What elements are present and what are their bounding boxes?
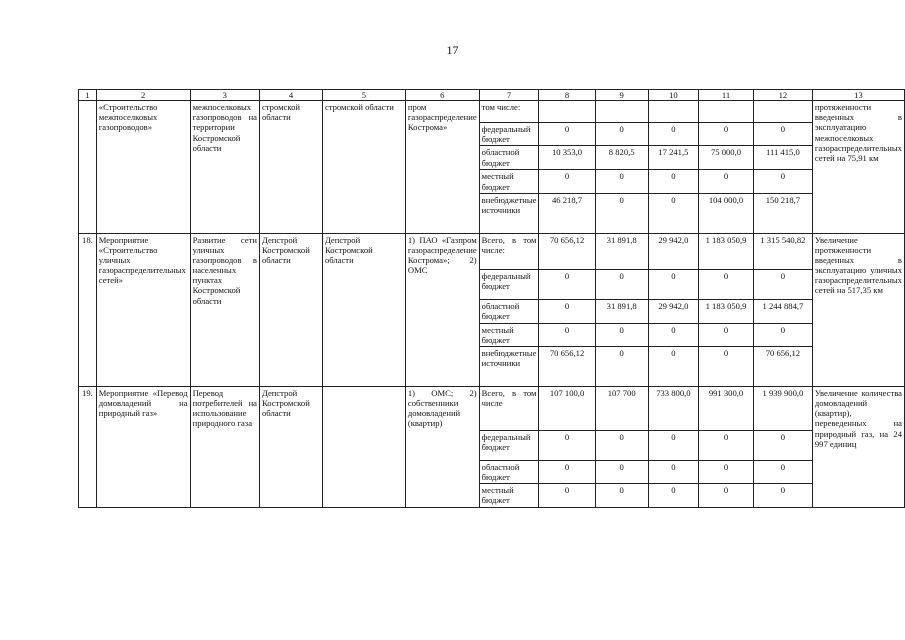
- cell-amount: 70 656,12: [539, 233, 595, 269]
- cell-source-org: 1) ОМС; 2) собственники домовладений (квартир): [405, 386, 479, 507]
- cell-executor: Депстрой Костромской области: [259, 386, 322, 507]
- cell-funding-source: внебюджетные источники: [479, 346, 539, 386]
- cell-num: 19.: [79, 386, 97, 507]
- cell-source-org: пром газораспределение Кострома»: [405, 101, 479, 234]
- cell-funding-source: местный бюджет: [479, 170, 539, 193]
- cell-amount: 0: [539, 170, 595, 193]
- cell-funding-source: том числе:: [479, 101, 539, 123]
- column-header: 3: [190, 90, 259, 101]
- cell-funding-source: областной бюджет: [479, 299, 539, 323]
- cell-amount: 0: [539, 299, 595, 323]
- column-header: 10: [648, 90, 698, 101]
- cell-funding-source: федеральный бюджет: [479, 269, 539, 299]
- cell-amount: 107 700: [595, 386, 648, 430]
- column-header: 1: [79, 90, 97, 101]
- cell-executor: Депстрой Костромской области: [259, 233, 322, 386]
- cell-amount: 104 000,0: [699, 193, 754, 233]
- cell-amount: 0: [648, 323, 698, 346]
- cell-num: 18.: [79, 233, 97, 386]
- column-header: 13: [812, 90, 904, 101]
- cell-amount: 0: [648, 460, 698, 483]
- cell-coexecutor: Депстрой Костромской области: [322, 233, 405, 386]
- cell-amount: 0: [648, 269, 698, 299]
- cell-amount: 0: [595, 346, 648, 386]
- cell-num: [79, 101, 97, 234]
- cell-name: Мероприятие «Строительство уличных газораспределительных сетей»: [96, 233, 190, 386]
- cell-amount: 0: [753, 460, 812, 483]
- cell-amount: 0: [753, 269, 812, 299]
- cell-funding-source: областной бюджет: [479, 460, 539, 483]
- cell-amount: 70 656,12: [539, 346, 595, 386]
- cell-amount: [595, 101, 648, 123]
- cell-amount: 0: [753, 484, 812, 507]
- cell-result: Увеличение количества домовладений (квартир), переведенных на природный газ, на 24 997 единиц: [812, 386, 904, 507]
- cell-amount: 0: [648, 193, 698, 233]
- cell-funding-source: Всего, в том числе: [479, 386, 539, 430]
- cell-amount: 31 891,8: [595, 299, 648, 323]
- cell-funding-source: федеральный бюджет: [479, 430, 539, 460]
- column-header: 9: [595, 90, 648, 101]
- cell-amount: 1 315 540,82: [753, 233, 812, 269]
- cell-amount: 0: [595, 123, 648, 146]
- cell-goal: Развитие сети уличных газопроводов в населенных пунктах Костромской области: [190, 233, 259, 386]
- cell-amount: 0: [648, 430, 698, 460]
- cell-funding-source: Всего, в том числе:: [479, 233, 539, 269]
- cell-amount: 8 820,5: [595, 146, 648, 170]
- cell-funding-source: местный бюджет: [479, 484, 539, 507]
- cell-amount: 0: [595, 193, 648, 233]
- cell-amount: 0: [699, 269, 754, 299]
- cell-result: протяженности введенных в эксплуатацию межпоселковых газораспределительных сетей на 75,91 км: [812, 101, 904, 234]
- cell-amount: [648, 101, 698, 123]
- table-row: [79, 101, 905, 123]
- cell-amount: 107 100,0: [539, 386, 595, 430]
- cell-amount: 0: [539, 430, 595, 460]
- cell-amount: 0: [699, 460, 754, 483]
- cell-amount: 0: [699, 123, 754, 146]
- cell-result: Увеличение протяженности введенных в эксплуатацию уличных газораспределительных сетей на 517,35 км: [812, 233, 904, 386]
- cell-goal: межпоселковых газопроводов на территории Костромской области: [190, 101, 259, 234]
- cell-name: «Строительство межпоселковых газопроводов»: [96, 101, 190, 234]
- cell-amount: 29 942,0: [648, 233, 698, 269]
- cell-amount: 75 000,0: [699, 146, 754, 170]
- cell-funding-source: федеральный бюджет: [479, 123, 539, 146]
- cell-amount: 0: [753, 123, 812, 146]
- cell-amount: 111 415,0: [753, 146, 812, 170]
- cell-amount: 0: [539, 123, 595, 146]
- cell-amount: 0: [595, 460, 648, 483]
- cell-coexecutor: [322, 386, 405, 507]
- cell-amount: 10 353,0: [539, 146, 595, 170]
- cell-amount: 0: [648, 123, 698, 146]
- cell-amount: 0: [699, 170, 754, 193]
- cell-amount: 70 656,12: [753, 346, 812, 386]
- column-header: 11: [699, 90, 754, 101]
- column-header: 5: [322, 90, 405, 101]
- cell-amount: 0: [699, 430, 754, 460]
- cell-amount: 1 939 900,0: [753, 386, 812, 430]
- cell-amount: 1 244 884,7: [753, 299, 812, 323]
- cell-amount: 0: [539, 460, 595, 483]
- cell-funding-source: местный бюджет: [479, 323, 539, 346]
- cell-funding-source: областной бюджет: [479, 146, 539, 170]
- cell-amount: [539, 101, 595, 123]
- column-header: 8: [539, 90, 595, 101]
- column-header: 2: [96, 90, 190, 101]
- cell-amount: 0: [699, 484, 754, 507]
- cell-amount: 733 800,0: [648, 386, 698, 430]
- header-row: [79, 90, 905, 101]
- cell-amount: 0: [648, 346, 698, 386]
- cell-amount: 0: [648, 170, 698, 193]
- cell-coexecutor: стромской области: [322, 101, 405, 234]
- cell-amount: 31 891,8: [595, 233, 648, 269]
- cell-goal: Перевод потребителей на использование природного газа: [190, 386, 259, 507]
- cell-amount: 1 183 050,9: [699, 299, 754, 323]
- column-header: 7: [479, 90, 539, 101]
- cell-amount: 29 942,0: [648, 299, 698, 323]
- cell-amount: 0: [539, 269, 595, 299]
- table-row: [79, 233, 905, 269]
- cell-amount: 0: [595, 170, 648, 193]
- cell-amount: 0: [753, 430, 812, 460]
- cell-amount: 0: [753, 170, 812, 193]
- cell-amount: 0: [539, 323, 595, 346]
- cell-amount: 0: [595, 484, 648, 507]
- cell-amount: 0: [699, 346, 754, 386]
- cell-executor: стромской области: [259, 101, 322, 234]
- cell-amount: 0: [539, 484, 595, 507]
- cell-source-org: 1) ПАО «Газпром газораспределение Кострома»; 2) ОМС: [405, 233, 479, 386]
- page-number: 17: [446, 43, 459, 57]
- cell-amount: [699, 101, 754, 123]
- cell-amount: 150 218,7: [753, 193, 812, 233]
- program-table: [78, 89, 905, 508]
- cell-amount: 0: [595, 269, 648, 299]
- column-header: 12: [753, 90, 812, 101]
- column-header: 4: [259, 90, 322, 101]
- column-header: 6: [405, 90, 479, 101]
- cell-amount: 0: [595, 430, 648, 460]
- cell-amount: 0: [595, 323, 648, 346]
- cell-funding-source: внебюджетные источники: [479, 193, 539, 233]
- cell-amount: 1 183 050,9: [699, 233, 754, 269]
- cell-amount: [753, 101, 812, 123]
- cell-amount: 0: [753, 323, 812, 346]
- cell-amount: 0: [699, 323, 754, 346]
- cell-amount: 46 218,7: [539, 193, 595, 233]
- cell-amount: 0: [648, 484, 698, 507]
- cell-name: Мероприятие «Перевод домовладений на природный газ»: [96, 386, 190, 507]
- cell-amount: 17 241,5: [648, 146, 698, 170]
- table-row: [79, 386, 905, 430]
- cell-amount: 991 300,0: [699, 386, 754, 430]
